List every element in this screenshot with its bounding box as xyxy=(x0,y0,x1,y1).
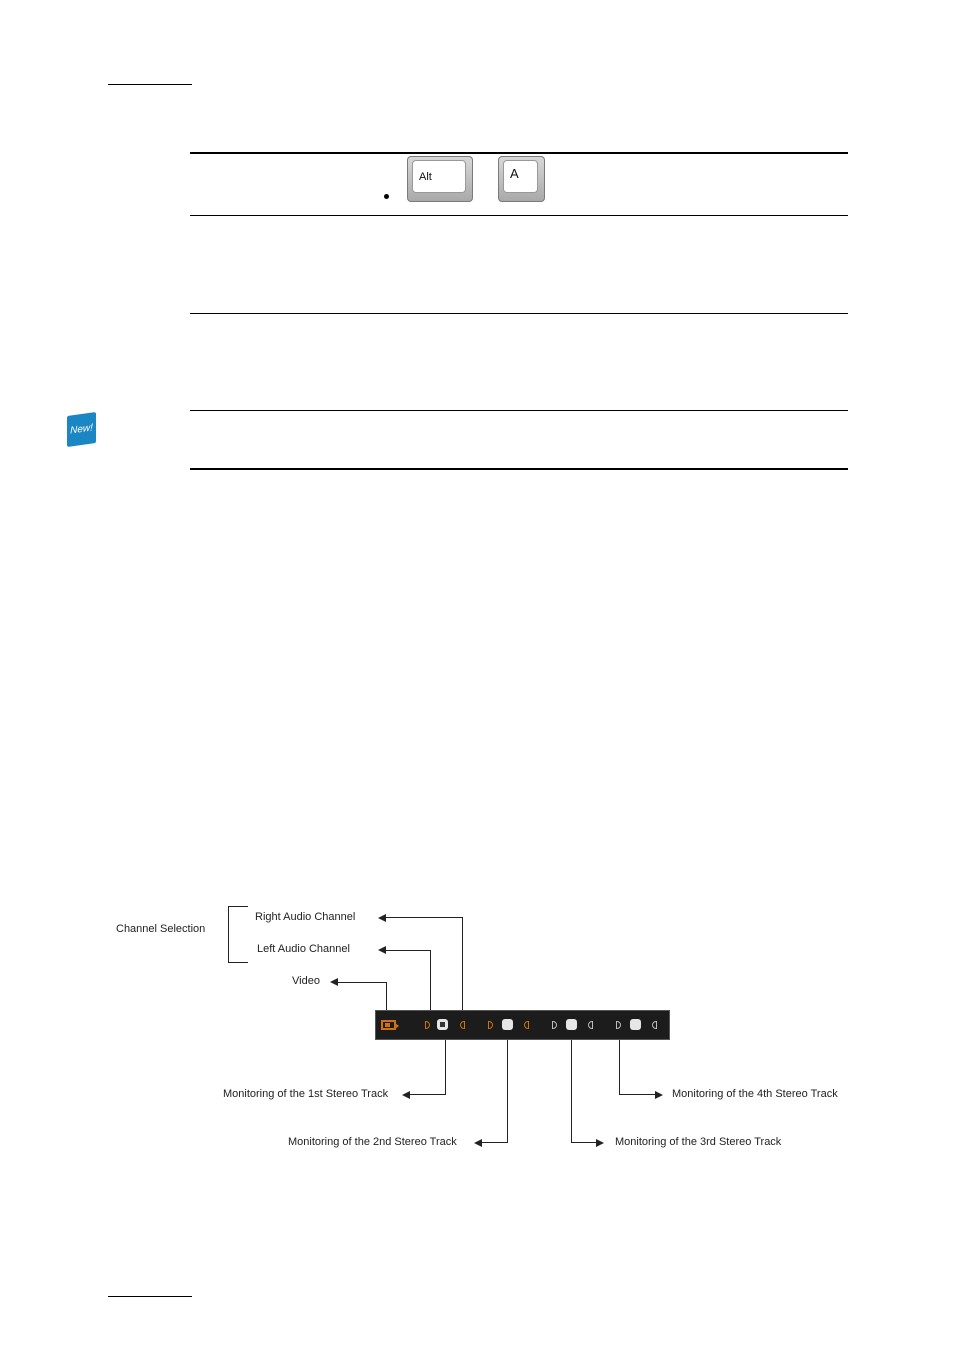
table-rule-2 xyxy=(190,313,848,314)
mon2-label: Monitoring of the 2nd Stereo Track xyxy=(288,1136,457,1148)
header-rule xyxy=(108,84,192,85)
monitor-track-3-button[interactable] xyxy=(566,1019,577,1030)
mon1-arrow xyxy=(402,1091,410,1099)
video-channel-icon[interactable] xyxy=(381,1020,396,1030)
left-audio-v xyxy=(430,950,431,1010)
mon1-h xyxy=(410,1094,446,1095)
left-audio-label: Left Audio Channel xyxy=(257,943,350,955)
left-channel-icon-1[interactable] xyxy=(460,1021,465,1029)
table-rule-top xyxy=(190,152,848,154)
left-audio-arrow xyxy=(378,946,386,954)
mon3-v xyxy=(571,1040,572,1143)
monitor-track-1-button[interactable] xyxy=(437,1019,448,1030)
left-channel-icon-2[interactable] xyxy=(524,1021,529,1029)
a-key-label: A xyxy=(510,166,519,181)
mon3-arrow xyxy=(596,1139,604,1147)
monitor-track-4-button[interactable] xyxy=(630,1019,641,1030)
mon3-label: Monitoring of the 3rd Stereo Track xyxy=(615,1136,782,1148)
new-badge-label: New! xyxy=(70,422,93,437)
video-v xyxy=(386,982,387,1010)
table-rule-1 xyxy=(190,215,848,216)
channel-control-bar xyxy=(375,1010,670,1040)
new-badge-icon xyxy=(67,412,96,447)
mon2-v xyxy=(507,1040,508,1143)
right-channel-icon-1[interactable] xyxy=(425,1021,430,1029)
bracket-bottom xyxy=(228,962,248,963)
a-key-icon xyxy=(498,156,545,202)
mon4-arrow xyxy=(655,1091,663,1099)
alt-key-icon xyxy=(407,156,473,202)
right-channel-icon-3[interactable] xyxy=(552,1021,557,1029)
right-audio-arrow xyxy=(378,914,386,922)
footer-rule xyxy=(108,1296,192,1297)
bracket-vertical xyxy=(228,906,229,963)
mon4-v xyxy=(619,1040,620,1095)
left-channel-icon-3[interactable] xyxy=(588,1021,593,1029)
mon3-h xyxy=(571,1142,597,1143)
mon4-h xyxy=(619,1094,655,1095)
mon1-v xyxy=(445,1040,446,1095)
right-audio-h xyxy=(386,917,463,918)
right-channel-icon-2[interactable] xyxy=(488,1021,493,1029)
table-rule-bottom xyxy=(190,468,848,470)
channel-selection-label: Channel Selection xyxy=(116,923,206,935)
right-audio-label: Right Audio Channel xyxy=(255,911,356,923)
video-h xyxy=(338,982,387,983)
left-audio-h xyxy=(386,950,431,951)
alt-key-label: Alt xyxy=(419,171,432,183)
video-label: Video xyxy=(292,975,320,987)
right-channel-icon-4[interactable] xyxy=(616,1021,621,1029)
mon2-arrow xyxy=(474,1139,482,1147)
mon1-label: Monitoring of the 1st Stereo Track xyxy=(223,1088,389,1100)
right-audio-v xyxy=(462,917,463,1010)
video-arrow xyxy=(330,978,338,986)
bracket-top xyxy=(228,906,248,907)
table-rule-3 xyxy=(190,410,848,411)
monitor-track-2-button[interactable] xyxy=(502,1019,513,1030)
mon2-h xyxy=(482,1142,508,1143)
bullet xyxy=(384,194,389,199)
mon4-label: Monitoring of the 4th Stereo Track xyxy=(672,1088,838,1100)
left-channel-icon-4[interactable] xyxy=(652,1021,657,1029)
